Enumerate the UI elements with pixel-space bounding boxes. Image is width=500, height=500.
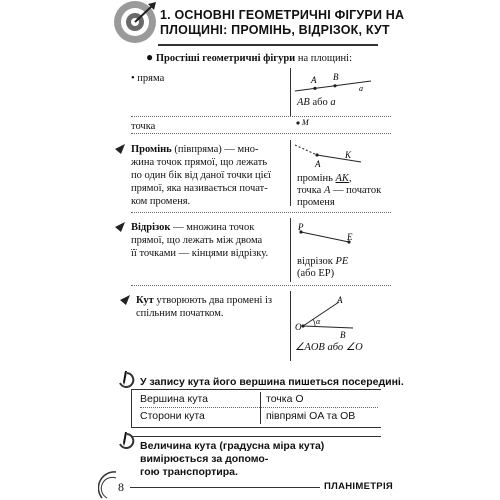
angle-separator [290, 291, 291, 361]
note1-row-1-right: точка O [266, 393, 304, 405]
segment-separator [290, 218, 291, 282]
segment-figure [293, 222, 363, 250]
note1-text: У запису кута його вершина пишеться посередині. [140, 376, 404, 388]
separator-dotted-2 [131, 133, 391, 134]
separator-dotted-4 [131, 285, 391, 286]
note1-table-line [131, 427, 381, 428]
page-title: 1. ОСНОВНІ ГЕОМЕТРИЧНІ ФІГУРИ НА ПЛОЩИНІ: ПРОМІНЬ, ВІДРІЗОК, КУТ [160, 8, 405, 37]
angle-definition: Кут утворюють два промені із спільним початком. [136, 295, 273, 319]
angle-caption: ∠AOB або ∠O [295, 342, 363, 353]
pen-note-icon [117, 430, 135, 450]
line-label: • пряма [131, 73, 165, 84]
angle-point-o: O [295, 322, 302, 332]
line-figure [293, 72, 373, 96]
footer-rule [130, 487, 320, 488]
arrow-bullet-icon [120, 295, 130, 305]
line-point-small: a [359, 84, 363, 93]
line-separator [290, 68, 291, 116]
header-rule [158, 44, 378, 46]
note2-text: Величина кута (градусна міра кута) вимірюється за допомо- гою транспортира. [140, 440, 325, 478]
ray-separator [290, 140, 291, 206]
intro-text: ● Простіші геометричні фігури на площині: [146, 50, 353, 64]
segment-caption: відрізок PE (або EP) [297, 256, 349, 279]
note1-table-line [131, 389, 132, 427]
point-figure [295, 114, 315, 130]
point-label: точка [131, 121, 156, 132]
arrow-bullet-icon [115, 222, 125, 232]
arrow-bullet-icon [115, 144, 125, 154]
ray-figure [293, 143, 363, 171]
note1-table-line [131, 389, 381, 390]
angle-figure [293, 294, 363, 340]
separator-dotted-3 [131, 212, 391, 213]
note1-row-1-left: Вершина кута [140, 393, 209, 405]
segment-definition: Відрізок — множина точок прямої, що лежать між двома її точками — кінцями відрізку. [131, 222, 269, 259]
ray-definition: Промінь (півпряма) — мно- жина точок прямої, що лежать по один бік від даної точки цієї прямої, яка називається почат- ком променя. [131, 144, 271, 207]
segment-point-p: P [298, 222, 304, 232]
segment-point-e: E [347, 232, 353, 242]
note1-table-line [260, 392, 261, 424]
page-number: 8 [118, 480, 124, 494]
page-corner-arc-icon [98, 470, 118, 500]
note2-frame-line [131, 436, 381, 437]
section-label: ПЛАНІМЕТРІЯ [324, 481, 394, 492]
angle-point-a: A [337, 295, 343, 305]
line-caption: AB або a [297, 97, 336, 108]
ray-point-a: A [315, 159, 321, 169]
ray-caption: промінь AK, точка A — початок променя [297, 173, 382, 208]
target-icon [112, 0, 158, 46]
angle-point-b: B [340, 330, 346, 340]
pen-note-icon [117, 369, 135, 389]
note1-row-2-left: Сторони кута [140, 410, 205, 422]
ray-point-k: K [345, 150, 352, 160]
line-point-a: A [311, 75, 317, 85]
line-point-b: B [333, 72, 339, 82]
note1-row-2-right: півпрямі OA та OB [266, 410, 356, 422]
point-m: M [302, 118, 309, 127]
angle-alpha: α [316, 317, 321, 326]
note1-table-line [140, 407, 378, 408]
separator-dotted-1 [131, 116, 391, 117]
